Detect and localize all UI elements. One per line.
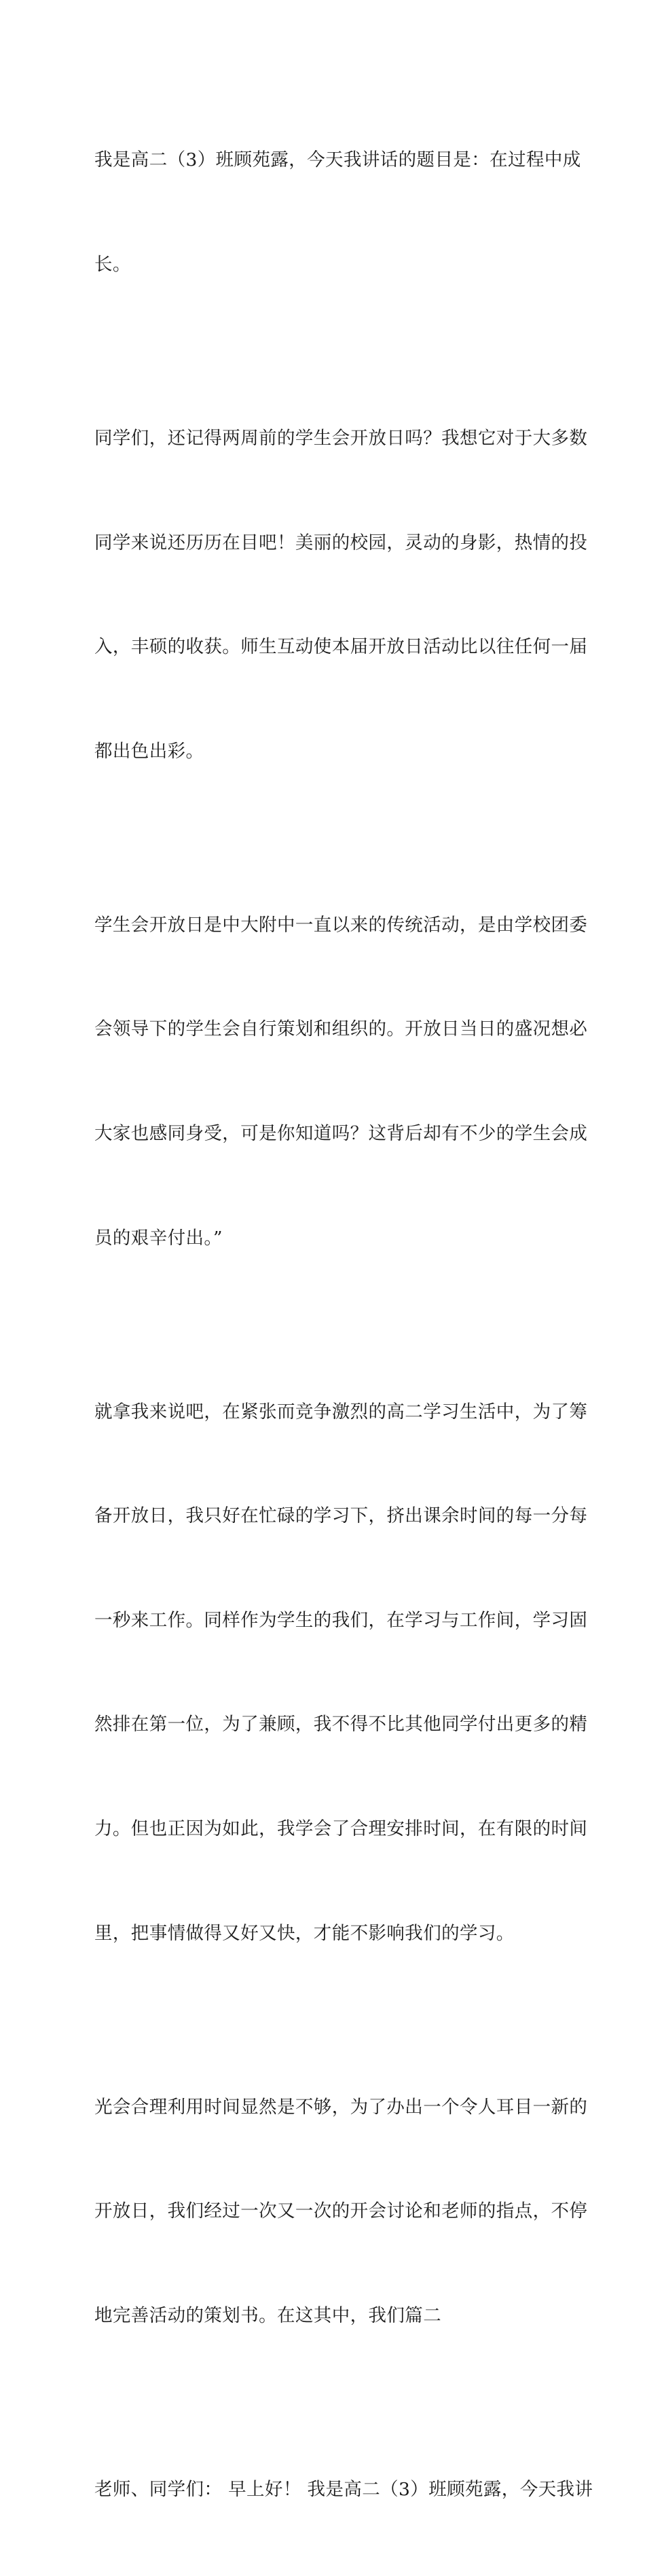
- paragraph-4: [94, 1325, 588, 2020]
- text-line: 会领导下的学生会自行策划和组织的。开放日当日的盛况想必: [94, 1018, 588, 1040]
- text-line: 都出色出彩。: [94, 740, 204, 762]
- text-line: 开放日，我们经过一次又一次的开会讨论和老师的指点，不停: [94, 2201, 588, 2222]
- paragraph-6: [94, 2402, 593, 2576]
- text-line: 备开放日，我只好在忙碌的学习下，挤出课余时间的每一分每: [94, 1505, 588, 1527]
- text-line: 大家也感同身受，可是你知道吗？这背后却有不少的学生会成: [94, 1122, 588, 1144]
- text-line: 里，把事情做得又好又快，才能不影响我们的学习。: [94, 1922, 515, 1944]
- text-line: 员的艰辛付出。”: [94, 1227, 223, 1249]
- paragraph-3: [94, 838, 588, 1325]
- text-line: 入，丰硕的收获。师生互动使本届开放日活动比以往任何一届: [94, 636, 588, 658]
- text-line: 同学来说还历历在目吧！美丽的校园，灵动的身影，热情的投: [94, 532, 588, 553]
- text-line: 学生会开放日是中大附中一直以来的传统活动，是由学校团委: [94, 914, 588, 936]
- text-line: 我是高二（3）班顾苑露，今天我讲话的题目是：在过程中成: [94, 149, 581, 171]
- text-line: 力。但也正因为如此，我学会了合理安排时间，在有限的时间: [94, 1818, 588, 1839]
- text-line: 一秒来工作。同样作为学生的我们，在学习与工作间，学习固: [94, 1609, 588, 1631]
- paragraph-2: [94, 352, 588, 839]
- text-line: 然排在第一位，为了兼顾，我不得不比其他同学付出更多的精: [94, 1714, 588, 1735]
- text-line: 光会合理利用时间显然是不够，为了办出一个令人耳目一新的: [94, 2096, 588, 2118]
- text-line: 长。: [94, 254, 131, 275]
- text-line: 老师、同学们： 早上好！ 我是高二（3）班顾苑露，今天我讲: [94, 2478, 593, 2500]
- paragraph-5: [94, 2020, 588, 2402]
- text-line: 地完善活动的策划书。在这其中，我们篇二: [94, 2304, 442, 2326]
- text-line: 同学们，还记得两周前的学生会开放日吗？我想它对于大多数: [94, 428, 588, 449]
- text-line: 就拿我来说吧，在紧张而竞争激烈的高二学习生活中，为了筹: [94, 1401, 588, 1422]
- paragraph-1: [94, 73, 581, 352]
- document-body: [94, 73, 593, 2576]
